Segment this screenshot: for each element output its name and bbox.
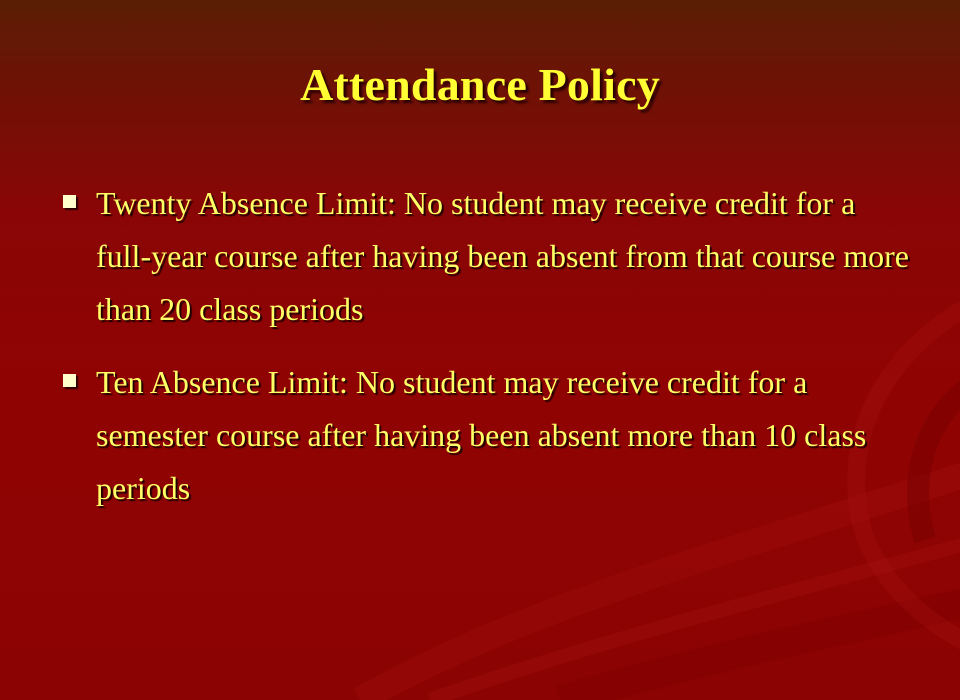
bullet-text: Twenty Absence Limit: No student may receive credit for a full-year course after having been absent from that course more than 20 class periods bbox=[96, 185, 909, 327]
slide-title: Attendance Policy bbox=[300, 59, 660, 110]
bullet-text: Ten Absence Limit: No student may receive credit for a semester course after having been absent more than 10 class periods bbox=[96, 364, 867, 506]
square-bullet-icon bbox=[63, 374, 76, 387]
square-bullet-icon bbox=[63, 195, 76, 208]
bullet-item bbox=[58, 177, 918, 336]
bullet-item bbox=[58, 356, 918, 515]
bullet-list bbox=[58, 177, 918, 535]
